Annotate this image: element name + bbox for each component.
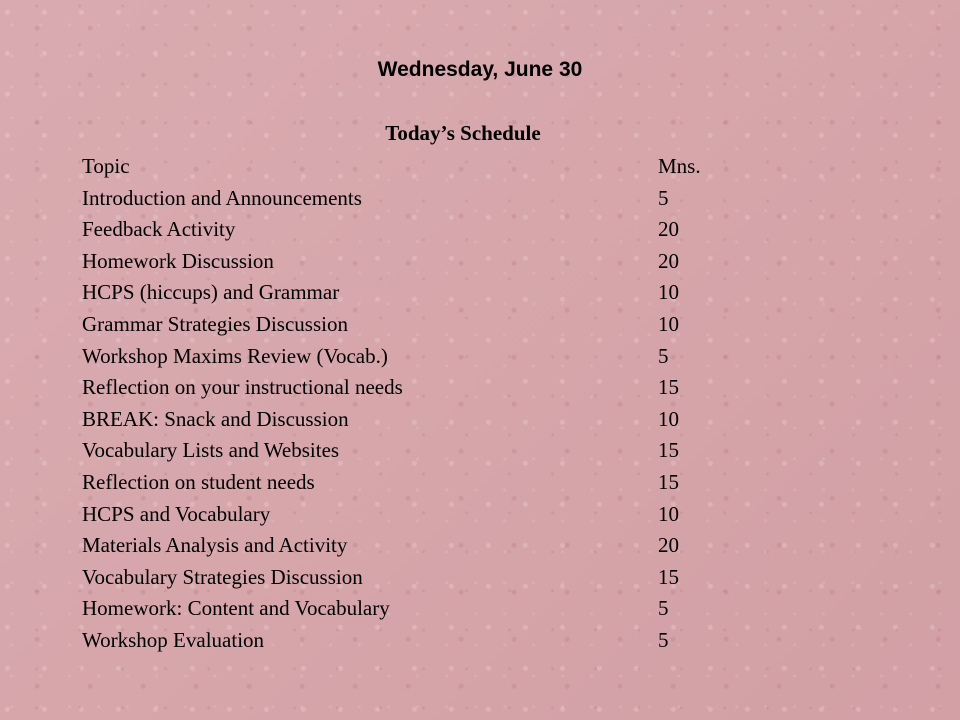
topic-cell: Workshop Maxims Review (Vocab.) [82, 343, 388, 368]
table-row [82, 530, 722, 562]
table-row [82, 341, 722, 373]
topic-cell: Homework: Content and Vocabulary [82, 596, 390, 621]
minutes-cell: 15 [658, 375, 679, 400]
topic-cell: Materials Analysis and Activity [82, 533, 348, 558]
topic-cell: Introduction and Announcements [82, 185, 362, 210]
table-row [82, 499, 722, 531]
table-row [82, 372, 722, 404]
topic-cell: Feedback Activity [82, 217, 236, 242]
topic-cell: BREAK: Snack and Discussion [82, 406, 349, 431]
topic-cell: Vocabulary Strategies Discussion [82, 564, 363, 589]
table-row [82, 309, 722, 341]
minutes-cell: 20 [658, 217, 679, 242]
topic-cell: Vocabulary Lists and Websites [82, 438, 340, 463]
topic-cell: Homework Discussion [82, 248, 274, 273]
table-header-row [82, 151, 722, 183]
minutes-cell: 15 [658, 564, 679, 589]
schedule-table [82, 151, 722, 657]
table-row [82, 593, 722, 625]
table-row [82, 435, 722, 467]
minutes-cell: 20 [658, 248, 679, 273]
date-title: Wednesday, June 30 [377, 58, 583, 81]
topic-cell: HCPS and Vocabulary [82, 501, 271, 526]
minutes-cell: 10 [658, 311, 679, 336]
table-row [82, 625, 722, 657]
minutes-cell: 5 [658, 596, 669, 621]
table-row [82, 246, 722, 278]
column-header-topic: Topic [82, 154, 130, 178]
minutes-cell: 5 [658, 343, 669, 368]
table-row [82, 404, 722, 436]
minutes-cell: 15 [658, 438, 679, 463]
minutes-cell: 10 [658, 280, 679, 305]
minutes-cell: 15 [658, 469, 679, 494]
minutes-cell: 5 [658, 627, 669, 652]
table-row [82, 562, 722, 594]
minutes-cell: 10 [658, 501, 679, 526]
minutes-cell: 20 [658, 533, 679, 558]
topic-cell: Grammar Strategies Discussion [82, 311, 348, 336]
table-row [82, 214, 722, 246]
table-row [82, 467, 722, 499]
minutes-cell: 5 [658, 185, 669, 210]
topic-cell: HCPS (hiccups) and Grammar [82, 280, 340, 305]
topic-cell: Reflection on your instructional needs [82, 375, 403, 400]
topic-cell: Reflection on student needs [82, 469, 315, 494]
column-header-minutes: Mns. [658, 154, 701, 178]
schedule-title: Today’s Schedule [385, 121, 541, 145]
topic-cell: Workshop Evaluation [82, 627, 265, 652]
table-row [82, 277, 722, 309]
table-body [82, 183, 722, 657]
minutes-cell: 10 [658, 406, 679, 431]
table-row [82, 183, 722, 215]
